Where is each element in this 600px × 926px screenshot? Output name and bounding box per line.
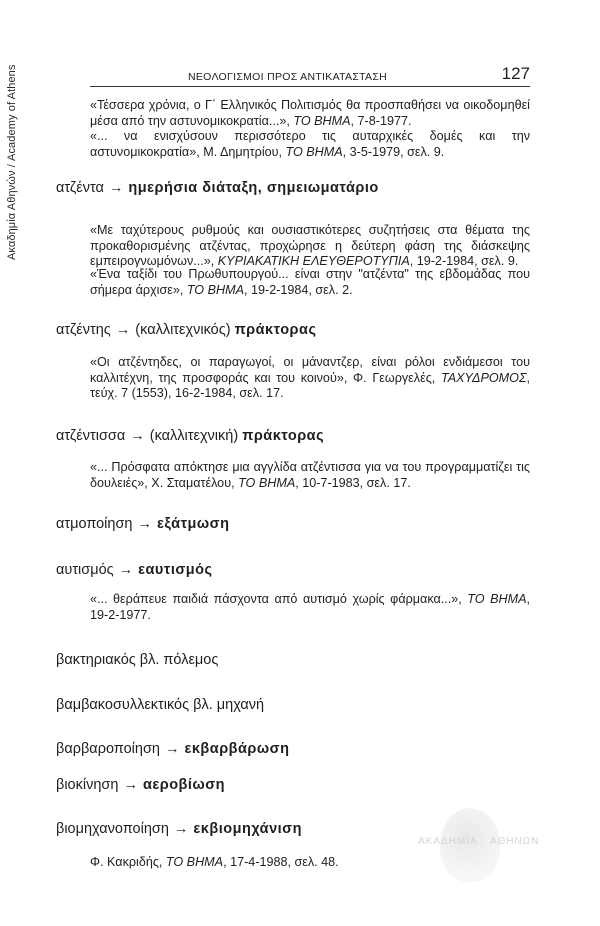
quote: «Τέσσερα χρόνια, ο Γ΄ Ελληνικός Πολιτισμός θα προσπαθήσει να οικοδομηθεί μέσα από την αστυνομικοκρατία...», ΤΟ ΒΗΜΑ, 7-8-1977. bbox=[90, 98, 530, 128]
arrow-icon: → bbox=[123, 777, 138, 793]
entry-term: βαρβαροποίηση bbox=[56, 741, 160, 757]
quote: «Οι ατζέντηδες, οι παραγωγοί, οι μάναντζερ, είναι ρόλοι ενδιάμεσοι του καλλιτέχνη, της προσφοράς και του κοινού», Φ. Γεωργελές, ΤΑΧΥΔΡΟΜΟΣ, τεύχ. 7 (1553), 16-2-1984, σελ. 17. bbox=[90, 355, 530, 400]
dictionary-entry bbox=[56, 322, 316, 338]
entry-replacement: εαυτισμός bbox=[138, 562, 213, 578]
entry-replacement: εκβιομηχάνιση bbox=[193, 821, 302, 837]
entry-replacement: ημερήσια διάταξη, σημειωματάριο bbox=[128, 180, 379, 196]
entry-replacement: πράκτορας bbox=[234, 322, 317, 338]
entry-replacement: εξάτμωση bbox=[157, 516, 230, 532]
entry-term: ατζέντης bbox=[56, 322, 111, 338]
dictionary-entry bbox=[56, 180, 379, 196]
side-stamp-text: Ακαδημία Αθηνών / Academy of Athens bbox=[6, 64, 18, 260]
entry-term: ατζέντα bbox=[56, 180, 104, 196]
quote: «... να ενισχύσουν περισσότερο τις αυταρχικές δομές και την αστυνομικοκρατία», Μ. Δημητρίου, ΤΟ ΒΗΜΑ, 3-5-1979, σελ. 9. bbox=[90, 129, 530, 159]
page-header bbox=[90, 64, 530, 87]
arrow-icon: → bbox=[130, 428, 145, 444]
arrow-icon: → bbox=[108, 180, 124, 196]
entry-replacement: πράκτορας bbox=[242, 428, 325, 444]
entry-qualifier: (καλλιτεχνικός) bbox=[135, 322, 231, 338]
watermark-text-right: ΑΘΗΝΩΝ bbox=[490, 836, 540, 847]
entry-text: βαμβακοσυλλεκτικός βλ. μηχανή bbox=[56, 697, 265, 713]
dictionary-entry bbox=[56, 652, 218, 668]
running-title: ΝΕΟΛΟΓΙΣΜΟΙ ΠΡΟΣ ΑΝΤΙΚΑΤΑΣΤΑΣΗ bbox=[188, 71, 388, 83]
page-number: 127 bbox=[501, 64, 530, 83]
dictionary-entry bbox=[56, 516, 229, 532]
arrow-icon: → bbox=[164, 741, 180, 757]
quote: «... Πρόσφατα απόκτησε μια αγγλίδα ατζέντισσα για να του προγραμματίζει τις δουλειές», Χ. Σταματέλου, ΤΟ ΒΗΜΑ, 10-7-1983, σελ. 17. bbox=[90, 460, 530, 490]
dictionary-entry bbox=[56, 777, 225, 793]
entry-replacement: εκβαρβάρωση bbox=[184, 741, 290, 757]
watermark-text-left: ΑΚΑΔΗΜΙΑ bbox=[418, 836, 478, 847]
entry-term: αυτισμός bbox=[56, 562, 114, 578]
arrow-icon: → bbox=[118, 562, 134, 578]
arrow-icon: → bbox=[173, 821, 189, 837]
academy-side-stamp bbox=[6, 40, 24, 260]
arrow-icon: → bbox=[115, 322, 131, 338]
dictionary-entry bbox=[56, 428, 324, 444]
entry-qualifier: (καλλιτεχνική) bbox=[149, 428, 239, 444]
dictionary-entry bbox=[56, 697, 264, 713]
dictionary-entry bbox=[56, 741, 289, 757]
quote: «... θεράπευε παιδιά πάσχοντα από αυτισμό χωρίς φάρμακα...», ΤΟ ΒΗΜΑ, 19-2-1977. bbox=[90, 592, 530, 622]
entry-term: ατμοποίηση bbox=[56, 516, 133, 532]
quote: Φ. Κακριδής, ΤΟ ΒΗΜΑ, 17-4-1988, σελ. 48. bbox=[90, 855, 339, 869]
entry-term: βιοκίνηση bbox=[56, 777, 119, 793]
dictionary-entry bbox=[56, 821, 302, 837]
entry-replacement: αεροβίωση bbox=[142, 777, 225, 793]
quote: «Ένα ταξίδι του Πρωθυπουργού... είναι στην "ατζέντα" της εβδομάδας που σήμερα άρχισε», ΤΟ ΒΗΜΑ, 19-2-1984, σελ. 2. bbox=[90, 267, 530, 297]
quote: «Με ταχύτερους ρυθμούς και ουσιαστικότερες συζητήσεις στα θέματα της προκαθορισμένης ατζέντας, προχώρησε η δεύτερη φάση της διάσκεψης εμπειρογνωμόνων...», ΚΥΡΙΑΚΑΤΙΚΗ ΕΛΕΥΘΕΡΟΤΥΠΙΑ, 19-2-1984, σελ. 9. bbox=[90, 223, 530, 268]
dictionary-entry bbox=[56, 562, 213, 578]
entry-term: βιομηχανοποίηση bbox=[56, 821, 169, 837]
arrow-icon: → bbox=[137, 516, 152, 532]
entry-text: βακτηριακός βλ. πόλεμος bbox=[56, 652, 219, 668]
entry-term: ατζέντισσα bbox=[56, 428, 126, 444]
